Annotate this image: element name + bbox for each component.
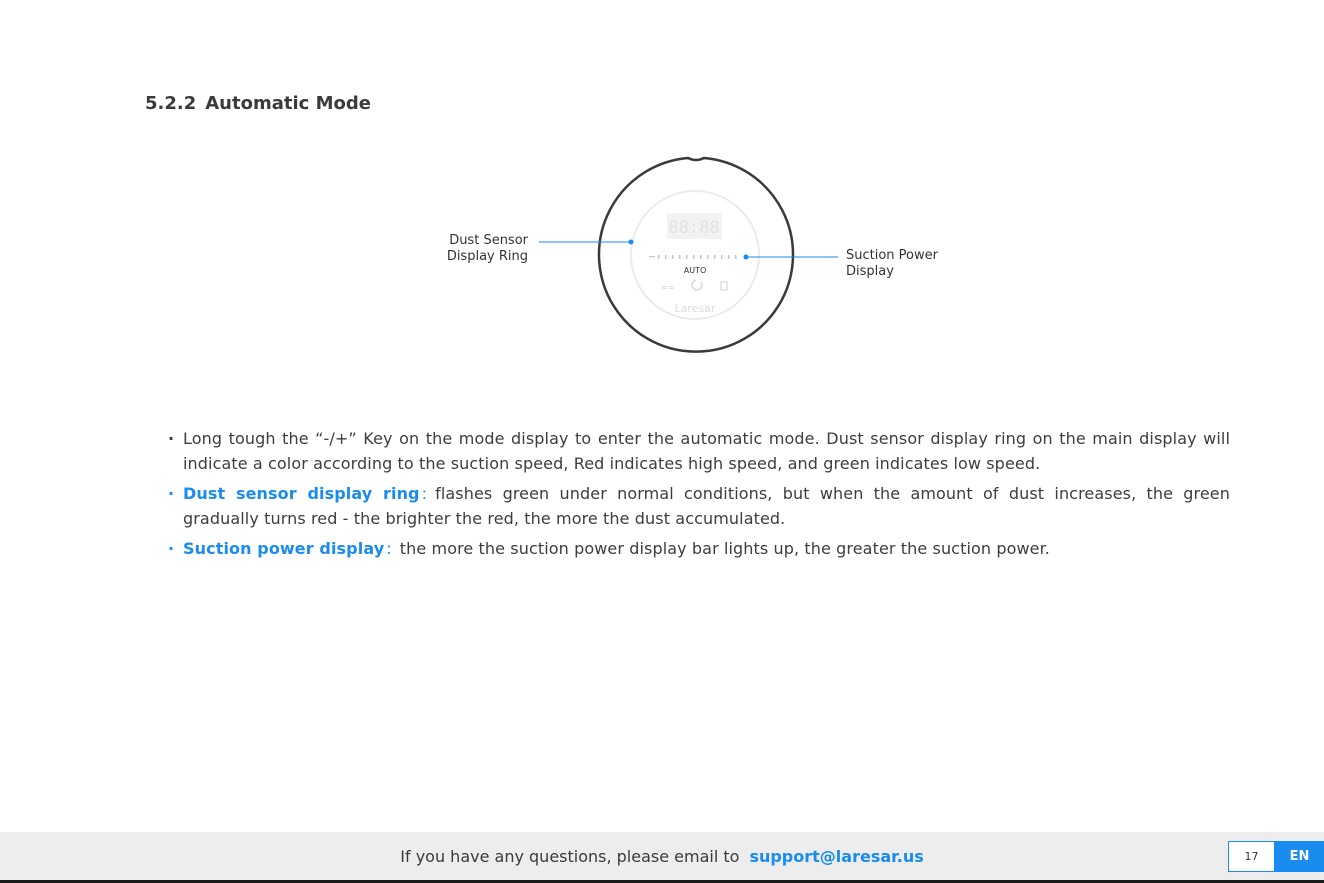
footer-contact (0, 847, 1324, 866)
suction-power-label-line1: Suction Power (846, 248, 938, 263)
device-outline (599, 158, 793, 352)
list-item-suction-power (168, 537, 1230, 562)
suction-power-colon: : (386, 539, 392, 558)
dust-sensor-description: flashes green under normal conditions, but when the amount of dust increases, the green gradually turns red - the brighter the red, the more the dust accumulated. (183, 484, 1230, 528)
brand-logo: Laresar (674, 302, 716, 315)
time-display-digits: 88:88 (668, 218, 720, 238)
section-number: 5.2.2 (145, 93, 197, 114)
diagram (0, 0, 1324, 400)
page-number: 17 (1228, 841, 1275, 872)
instruction-list (168, 427, 1230, 568)
section-title-text: Automatic Mode (205, 93, 371, 114)
list-item-dust-sensor (168, 482, 1230, 531)
dust-sensor-label-line2: Display Ring (446, 249, 528, 264)
dust-ring-callout-dot (629, 240, 634, 245)
dust-sensor-term: Dust sensor display ring (183, 484, 420, 503)
dust-sensor-label (428, 233, 528, 265)
support-email-link[interactable]: support@laresar.us (749, 847, 924, 866)
robot-display-diagram (0, 0, 1324, 400)
footer-prompt: If you have any questions, please email to (400, 847, 740, 866)
intro-text: Long tough the “-/+” Key on the mode display to enter the automatic mode. Dust sensor display ring on the main display will indicate a color according to the suction speed, Red indicates high speed, and green indicates low speed. (183, 429, 1230, 473)
wifi-icon: ≈≈ (661, 283, 675, 292)
auto-mode-label: AUTO (683, 266, 707, 275)
suction-power-label (846, 248, 938, 280)
suction-callout-dot (744, 255, 749, 260)
language-badge: EN (1275, 841, 1324, 872)
dust-sensor-colon: : (421, 484, 428, 503)
suction-power-description: the more the suction power display bar lights up, the greater the suction power. (399, 539, 1050, 558)
page-footer (0, 832, 1324, 883)
dust-sensor-label-line1: Dust Sensor (449, 233, 528, 248)
list-item-intro (168, 427, 1230, 476)
suction-power-label-line2: Display (846, 264, 894, 279)
suction-power-term: Suction power display (183, 539, 385, 558)
